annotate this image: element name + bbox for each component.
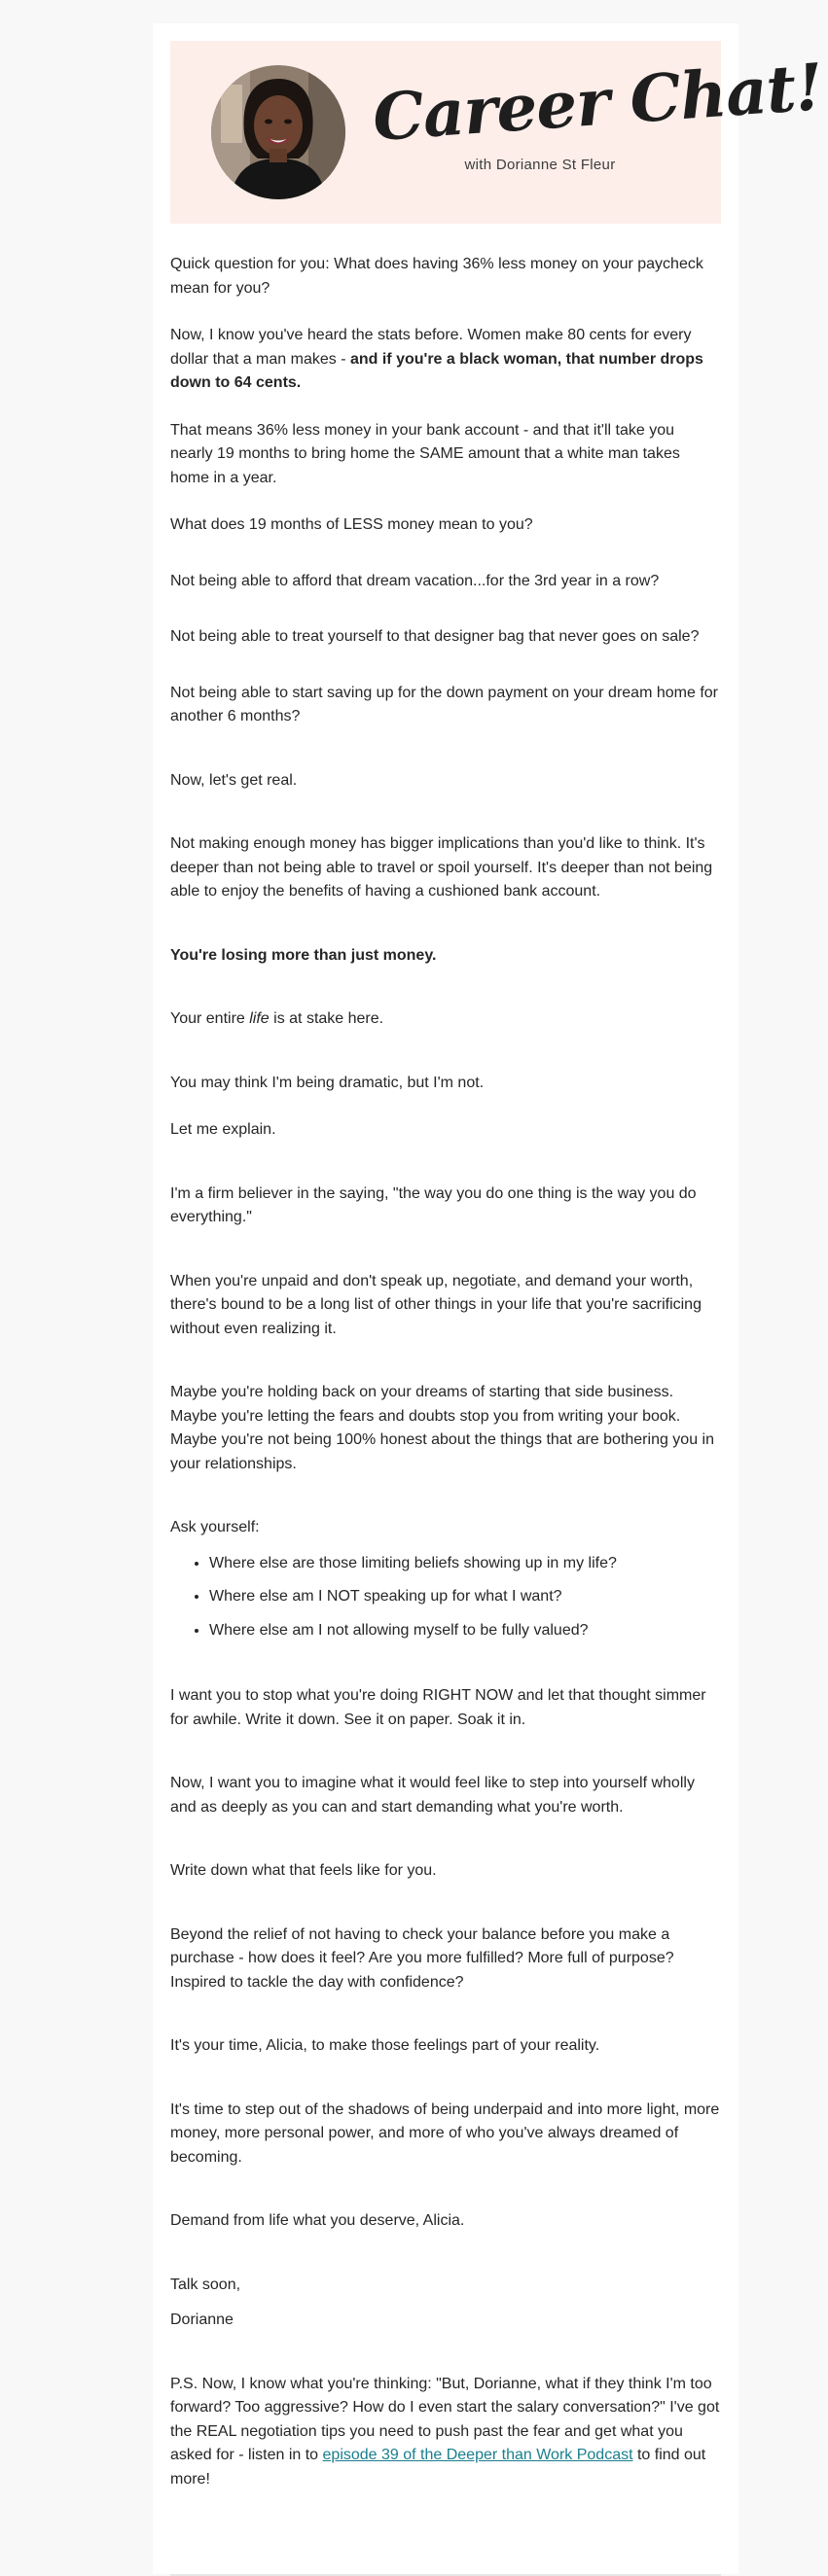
- bold-paragraph: You're losing more than just money.: [170, 946, 437, 964]
- paragraph: Now, let's get real.: [170, 771, 298, 789]
- sign-off: Talk soon,: [170, 2276, 241, 2293]
- list-item: • Where else am I NOT speaking up for what I want?: [209, 1585, 721, 1609]
- paragraph: Beyond the relief of not having to check your balance before you make a purchase - how does it feel? Are you more fulfilled? More full of purpose? Inspired to tackle the day with confidence?: [170, 1925, 674, 1991]
- bold-text: and if you're a black woman, that number drops down to 64 cents.: [170, 350, 703, 391]
- paragraph: You may think I'm being dramatic, but I'm not.: [170, 1074, 485, 1091]
- paragraph: Let me explain.: [170, 1121, 276, 1138]
- paragraph: Not making enough money has bigger implications than you'd like to think. It's deeper than not being able to travel or spoil yourself. It's deeper than not being able to enjoy the benefits of having a cushioned bank account.: [170, 835, 713, 900]
- paragraph: Write down what that feels like for you.: [170, 1862, 437, 1879]
- list-item: • Where else are those limiting beliefs showing up in my life?: [209, 1552, 721, 1576]
- text: P.S. Now, I know what you're thinking: "But, Dorianne, what if they think I'm too forward? Too aggressive? How do I even start the salary conversation?" I've got the REAL negotiation tips you need to push past the fear and get what you asked for - listen in to: [170, 2375, 720, 2463]
- paragraph: Not being able to start saving up for the down payment on your dream home for another 6 months?: [170, 684, 718, 724]
- paragraph: Ask yourself:: [170, 1519, 260, 1535]
- banner-subtitle: with Dorianne St Fleur: [464, 157, 616, 173]
- email-card: [153, 23, 825, 2574]
- paragraph: It's your time, Alicia, to make those feelings part of your reality.: [170, 2037, 600, 2054]
- paragraph: Not being able to treat yourself to that designer bag that never goes on sale?: [170, 628, 700, 645]
- paragraph: Not being able to afford that dream vacation...for the 3rd year in a row?: [170, 572, 660, 589]
- text: to find out more!: [170, 2447, 706, 2488]
- header-banner: [170, 41, 825, 224]
- paragraph: It's time to step out of the shadows of being underpaid and into more light, more money, more personal power, and more of who you've always dreamed of becoming.: [170, 2100, 720, 2166]
- banner-title: Career Chat!: [370, 49, 825, 157]
- paragraph: [170, 324, 721, 396]
- paragraph: [170, 1007, 721, 1032]
- paragraph: Maybe you're holding back on your dreams of starting that side business. Maybe you're letting the fears and doubts stop you from writing your book. Maybe you're not being 100% honest about the things that are bothering you in your relationships.: [170, 1384, 714, 1472]
- podcast-episode-link[interactable]: episode 39 of the Deeper than Work Podcast: [322, 2447, 633, 2463]
- text: is at stake here.: [269, 1010, 384, 1027]
- email-body: [170, 253, 721, 2491]
- paragraph: Quick question for you: What does having 36% less money on your paycheck mean for you?: [170, 256, 703, 297]
- paragraph: When you're unpaid and don't speak up, negotiate, and demand your worth, there's bound to be a long list of other things in your life that you're sacrificing without even realizing it.: [170, 1272, 702, 1337]
- paragraph: I want you to stop what you're doing RIGHT NOW and let that thought simmer for awhile. Write it down. See it on paper. Soak it in.: [170, 1687, 706, 1728]
- paragraph: That means 36% less money in your bank account - and that it'll take you nearly 19 months to bring home the SAME amount that a white man takes home in a year.: [170, 421, 680, 486]
- signature: Dorianne: [170, 2311, 234, 2328]
- paragraph: Now, I want you to imagine what it would feel like to step into yourself wholly and as deeply as you can and start demanding what you're worth.: [170, 1775, 695, 1816]
- author-photo: [211, 65, 345, 199]
- question-list: [170, 1552, 721, 1643]
- paragraph: I'm a firm believer in the saying, "the way you do one thing is the way you do everything.": [170, 1184, 697, 1225]
- italic-text: life: [249, 1010, 270, 1027]
- paragraph: Demand from life what you deserve, Alicia.: [170, 2212, 465, 2229]
- paragraph: What does 19 months of LESS money mean to you?: [170, 516, 533, 533]
- text: Now, I know you've heard the stats before. Women make 80 cents for every dollar that a man makes -: [170, 327, 692, 368]
- text: Your entire: [170, 1010, 250, 1027]
- list-item: • Where else am I not allowing myself to be fully valued?: [209, 1619, 721, 1643]
- postscript: [170, 2373, 721, 2492]
